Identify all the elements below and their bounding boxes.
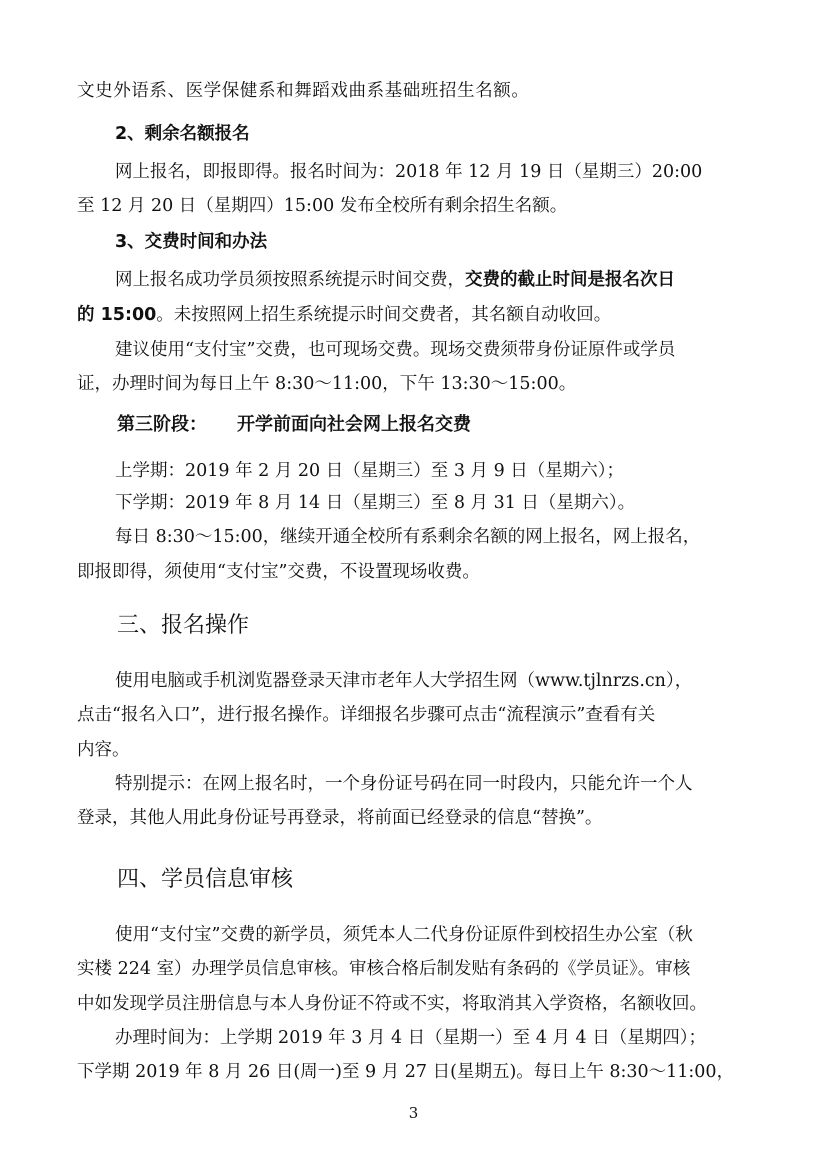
paragraph-line: 点击“报名入口”，进行报名操作。详细报名步骤可点击“流程演示”查看有关 (77, 705, 656, 725)
paragraph-line: 使用“支付宝”交费的新学员，须凭本人二代身份证原件到校招生办公室（秋 (115, 925, 693, 945)
section-heading-registration: 三、报名操作 (117, 613, 250, 638)
deadline-emphasis: 交费的截止时间是报名次日 (465, 270, 675, 290)
deadline-emphasis: 的 15:00 (77, 305, 157, 325)
paragraph-line: 内容。 (77, 740, 130, 760)
paragraph-line: 证，办理时间为每日上午 8:30～11:00，下午 13:30～15:00。 (77, 374, 577, 394)
paragraph-line: 下学期：2019 年 8 月 14 日（星期三）至 8 月 31 日（星期六）。 (115, 493, 636, 513)
stage3-title: 开学前面向社会网上报名交费 (237, 414, 471, 435)
stage3-label: 第三阶段： (117, 414, 207, 435)
paragraph-line: 办理时间为：上学期 2019 年 3 月 4 日（星期一）至 4 月 4 日（星期四）； (115, 1028, 706, 1048)
paragraph-line: 至 12 月 20 日（星期四）15:00 发布全校所有剩余招生名额。 (77, 196, 568, 216)
stage3-heading (117, 413, 471, 437)
paragraph-line: 实楼 224 室）办理学员信息审核。审核合格后制发贴有条码的《学员证》。审核 (77, 959, 691, 979)
paragraph-line: 下学期 2019 年 8 月 26 日(周一)至 9 月 27 日(星期五)。每日上午 8:30～11:00， (77, 1062, 735, 1082)
paragraph-line (115, 268, 675, 292)
paragraph-line: 每日 8:30～15:00，继续开通全校所有系剩余名额的网上报名，网上报名， (115, 527, 701, 547)
paragraph-line (77, 303, 611, 327)
text-span: 。未按照网上招生系统提示时间交费者，其名额自动收回。 (156, 305, 612, 325)
text-span: 网上报名成功学员须按照系统提示时间交费， (115, 270, 465, 290)
subheading-remaining-quota: 2、剩余名额报名 (115, 124, 250, 144)
paragraph-line: 中如发现学员注册信息与本人身份证不符或不实，将取消其入学资格，名额收回。 (77, 994, 707, 1014)
paragraph-line: 特别提示：在网上报名时，一个身份证号码在同一时段内，只能允许一个人 (115, 774, 693, 794)
paragraph-line: 建议使用“支付宝”交费，也可现场交费。现场交费须带身份证原件或学员 (115, 340, 676, 360)
section-heading-review: 四、学员信息审核 (117, 867, 294, 892)
paragraph-line: 使用电脑或手机浏览器登录天津市老年人大学招生网（www.tjlnrzs.cn）， (115, 671, 693, 691)
page-number: 3 (408, 1104, 419, 1122)
paragraph-line: 上学期：2019 年 2 月 20 日（星期三）至 3 月 9 日（星期六）； (115, 461, 625, 481)
paragraph-line: 网上报名，即报即得。报名时间为：2018 年 12 月 19 日（星期三）20:00 (115, 162, 703, 182)
paragraph-line: 文史外语系、医学保健系和舞蹈戏曲系基础班招生名额。 (77, 81, 530, 101)
subheading-fee: 3、交费时间和办法 (115, 232, 268, 252)
paragraph-line: 登录，其他人用此身份证号再登录，将前面已经登录的信息“替换”。 (77, 808, 603, 828)
paragraph-line: 即报即得，须使用“支付宝”交费，不设置现场收费。 (77, 562, 480, 582)
